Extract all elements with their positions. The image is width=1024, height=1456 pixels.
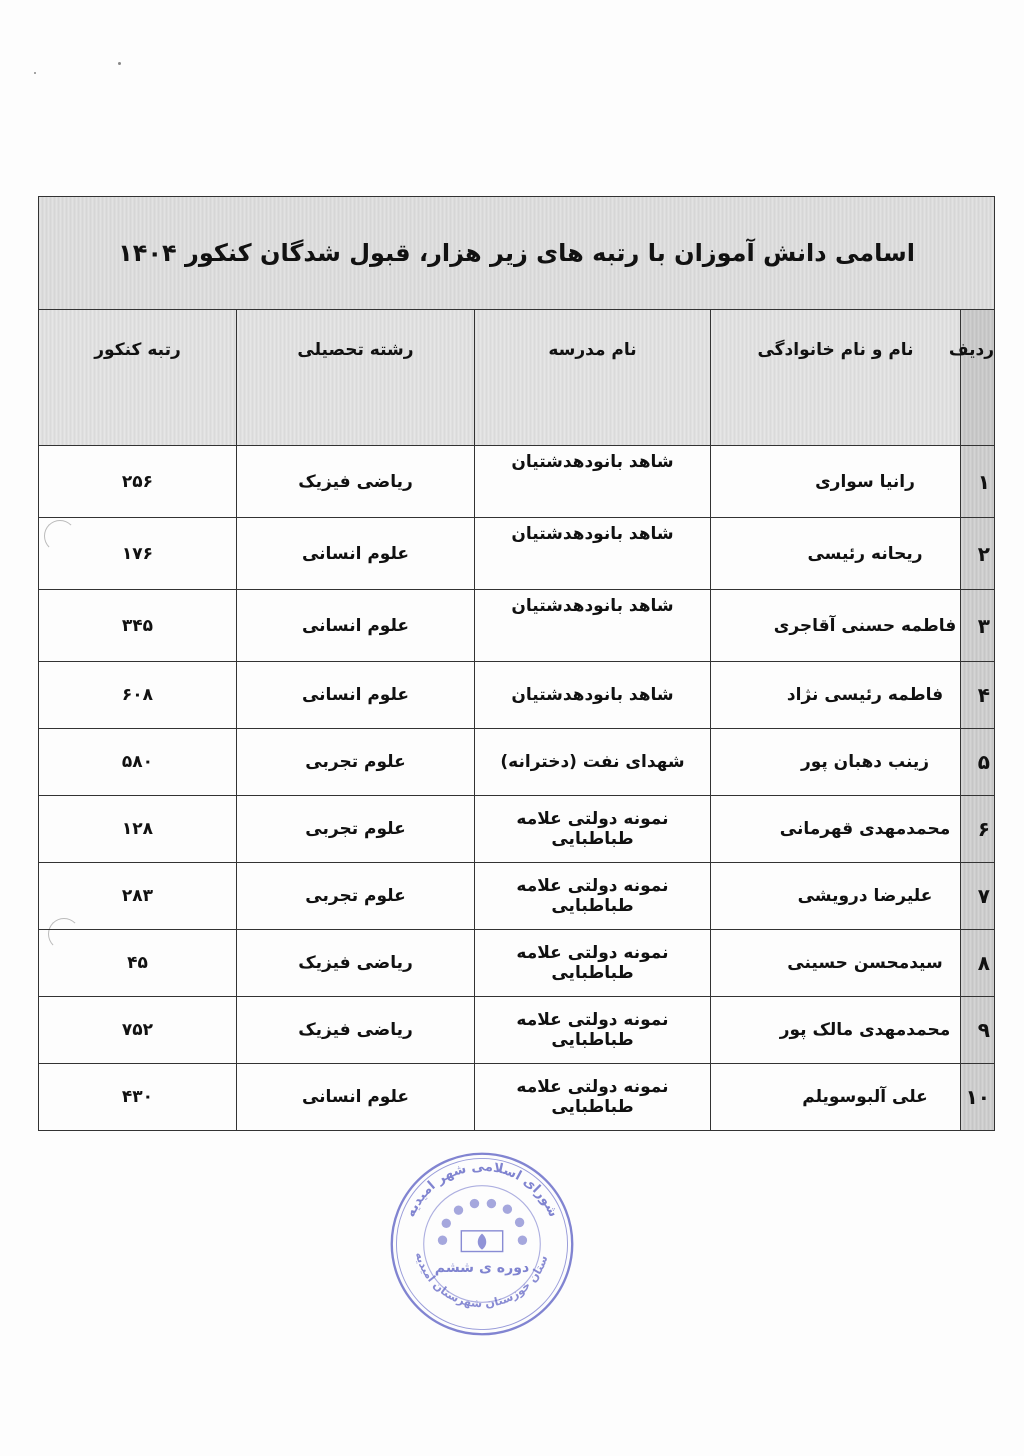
- school-name: شاهد بانودهدشتیان: [475, 518, 711, 590]
- exam-rank: ۳۴۵: [39, 590, 237, 662]
- table-row: [39, 930, 995, 997]
- table-row: [39, 997, 995, 1064]
- exam-rank: ۲۸۳: [39, 863, 237, 930]
- field-of-study: ریاضی فیزیک: [237, 446, 475, 518]
- school-name: نمونه دولتی علامه طباطبایی: [475, 796, 711, 863]
- school-name: نمونه دولتی علامه طباطبایی: [475, 930, 711, 997]
- student-name: محمدمهدی قهرمانی: [711, 796, 961, 863]
- field-of-study: علوم تجربی: [237, 796, 475, 863]
- stamp-center-text: دوره ی ششم: [434, 1260, 530, 1277]
- header-row-number: ردیف: [961, 310, 995, 446]
- header-field-of-study: رشته تحصیلی: [237, 310, 475, 446]
- student-name: سیدمحسن حسینی: [711, 930, 961, 997]
- school-name: شهدای نفت (دخترانه): [475, 729, 711, 796]
- exam-rank: ۴۳۰: [39, 1064, 237, 1131]
- row-number: ۵: [961, 729, 995, 796]
- student-name: زینب دهبان پور: [711, 729, 961, 796]
- student-name: علیرضا درویشی: [711, 863, 961, 930]
- council-seal-stamp: [388, 1150, 576, 1338]
- school-name: شاهد بانودهدشتیان: [475, 662, 711, 729]
- row-number: ۱۰: [961, 1064, 995, 1131]
- table-row: [39, 863, 995, 930]
- row-number: ۹: [961, 997, 995, 1064]
- students-table: [38, 196, 995, 1131]
- table-title: اسامی دانش آموزان با رتبه های زیر هزار، قبول شدگان کنکور ۱۴۰۴: [39, 197, 995, 310]
- exam-rank: ۲۵۶: [39, 446, 237, 518]
- field-of-study: ریاضی فیزیک: [237, 930, 475, 997]
- school-name: شاهد بانودهدشتیان: [475, 446, 711, 518]
- school-name: نمونه دولتی علامه طباطبایی: [475, 863, 711, 930]
- field-of-study: علوم تجربی: [237, 863, 475, 930]
- school-name: نمونه دولتی علامه طباطبایی: [475, 1064, 711, 1131]
- school-name: شاهد بانودهدشتیان: [475, 590, 711, 662]
- table-row: [39, 518, 995, 590]
- students-table-wrapper: [38, 196, 994, 1131]
- field-of-study: علوم انسانی: [237, 1064, 475, 1131]
- exam-rank: ۱۷۶: [39, 518, 237, 590]
- school-name: نمونه دولتی علامه طباطبایی: [475, 997, 711, 1064]
- row-number: ۱: [961, 446, 995, 518]
- scan-speck: [118, 62, 121, 65]
- exam-rank: ۱۲۸: [39, 796, 237, 863]
- header-exam-rank: رتبه کنکور: [39, 310, 237, 446]
- field-of-study: علوم تجربی: [237, 729, 475, 796]
- row-number: ۷: [961, 863, 995, 930]
- table-row: [39, 796, 995, 863]
- table-row: [39, 662, 995, 729]
- student-name: فاطمه حسنی آقاجری: [711, 590, 961, 662]
- student-name: محمدمهدی مالک پور: [711, 997, 961, 1064]
- table-row: [39, 590, 995, 662]
- exam-rank: ۷۵۲: [39, 997, 237, 1064]
- student-name: ریحانه رئیسی: [711, 518, 961, 590]
- svg-text:شورای اسلامی شهر امیدیه: [403, 1159, 560, 1219]
- field-of-study: علوم انسانی: [237, 662, 475, 729]
- exam-rank: ۴۵: [39, 930, 237, 997]
- row-number: ۳: [961, 590, 995, 662]
- student-name: رانیا سواری: [711, 446, 961, 518]
- table-row: [39, 1064, 995, 1131]
- row-number: ۴: [961, 662, 995, 729]
- table-row: [39, 729, 995, 796]
- field-of-study: علوم انسانی: [237, 590, 475, 662]
- student-name: علی آلبوسویلم: [711, 1064, 961, 1131]
- iran-emblem-icon: [461, 1231, 502, 1252]
- row-number: ۸: [961, 930, 995, 997]
- header-school-name: نام مدرسه: [475, 310, 711, 446]
- table-row: [39, 446, 995, 518]
- row-number: ۲: [961, 518, 995, 590]
- stamp-outer-text: شورای اسلامی شهر امیدیه: [403, 1159, 561, 1220]
- student-name: فاطمه رئیسی نژاد: [711, 662, 961, 729]
- row-number: ۶: [961, 796, 995, 863]
- field-of-study: ریاضی فیزیک: [237, 997, 475, 1064]
- header-full-name: نام و نام خانوادگی: [711, 310, 961, 446]
- exam-rank: ۵۸۰: [39, 729, 237, 796]
- scan-speck: [34, 72, 36, 74]
- field-of-study: علوم انسانی: [237, 518, 475, 590]
- exam-rank: ۶۰۸: [39, 662, 237, 729]
- stamp-lower-text: ستان خوزستان شهرستان امیدیه: [412, 1250, 551, 1311]
